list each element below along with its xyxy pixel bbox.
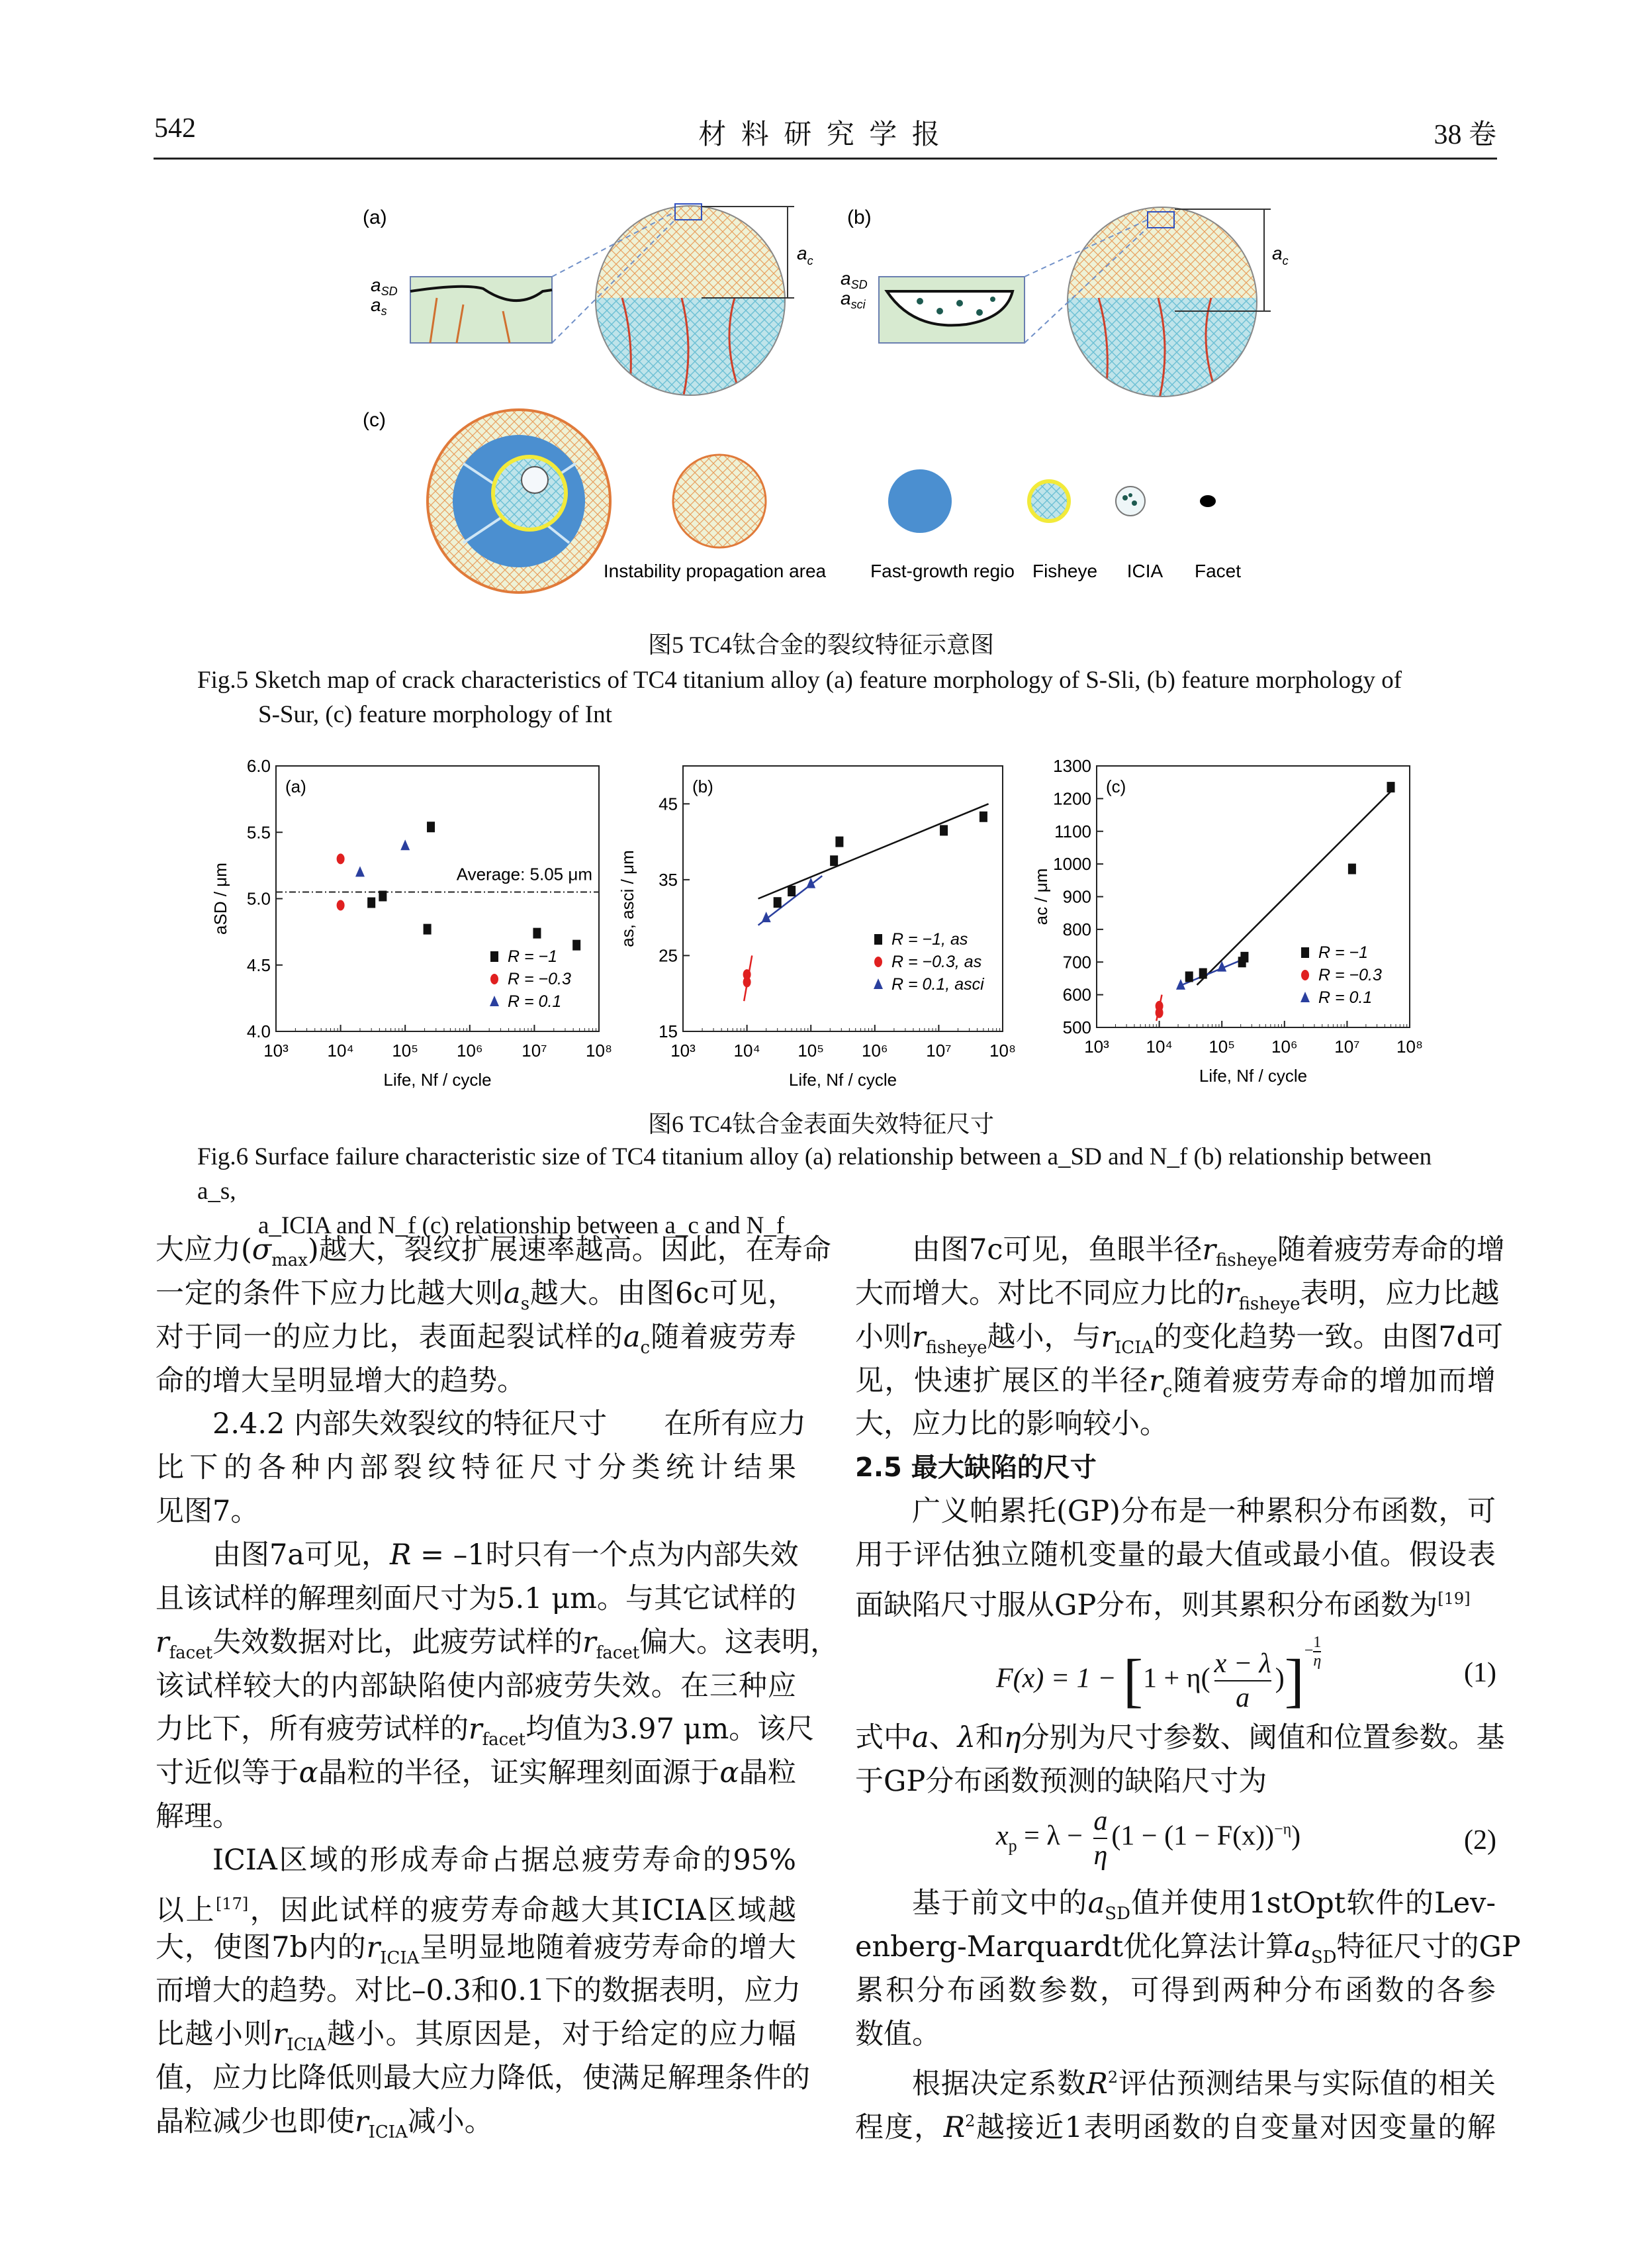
y-tick-label: 35 [659, 869, 678, 890]
text-run: 见，快速扩展区的半径 [855, 1364, 1150, 1397]
text-run: 且该试样的解理刻面尺寸为5.1 μm。与其它试样的 [156, 1582, 796, 1615]
text-run: 越小，与 [987, 1320, 1101, 1354]
panel-label-c: (c) [363, 409, 386, 431]
y-tick-label: 1200 [1053, 788, 1091, 809]
text-run: 比下的各种内部裂纹特征尺寸分类统计结果 [156, 1451, 796, 1485]
legend-marker [490, 951, 498, 962]
y-tick-label: 500 [1062, 1017, 1091, 1037]
text-run: 由图7c可见，鱼眼半径 [912, 1233, 1203, 1266]
legend-marker [1301, 947, 1309, 958]
legend-label: R = −1 [508, 947, 558, 966]
plot-frame [276, 766, 599, 1031]
text-run: 越小。其原因是，对于给定的应力幅 [326, 2018, 797, 2052]
data-point [367, 898, 375, 908]
math-variable: α [298, 1756, 318, 1790]
data-point [572, 940, 580, 951]
text-run: 解理。 [156, 1800, 241, 1834]
text-run: 越接近1表明函数的自变量对因变量的解 [975, 2111, 1496, 2145]
math-variable: $\sigma_{max}$ [251, 1233, 308, 1270]
math-variable: $a_{SD}$ [1294, 1930, 1337, 1967]
text-run: 随着疲劳寿命的增 [1277, 1233, 1505, 1266]
text-run: = –1时只有一个点为内部失效 [411, 1538, 799, 1572]
panel-label-b: (b) [847, 207, 872, 228]
text-line [156, 1533, 799, 1577]
text-run: 值并使用1stOpt软件的Lev- [1130, 1887, 1496, 1920]
y-tick-label: 5.5 [246, 822, 271, 843]
data-point [1185, 971, 1193, 982]
fig5-caption-en-line1: Fig.5 Sketch map of crack characteristics of TC4 titanium alloy (a) feature morphology of S-Sli, (b) feature morphology of [197, 667, 1402, 694]
label-asd-a: $a_{SD}$ [371, 275, 398, 298]
text-run: 越大。由图6c可见， [529, 1276, 796, 1310]
math-variable: $r_{ICIA}$ [366, 1930, 420, 1968]
page-number: 542 [154, 113, 196, 144]
text-run: 用于评估独立随机变量的最大值或最小值。假设表 [855, 1538, 1496, 1572]
text-line [855, 2099, 1496, 2143]
y-axis-label: aSD / μm [210, 863, 230, 935]
text-run: 表明，应力比越 [1300, 1276, 1500, 1310]
legend-label: R = 0.1, asci [891, 975, 984, 994]
math-variable: a [912, 1721, 929, 1754]
text-line [855, 1315, 1504, 1359]
fig5-caption-cn: 图5 TC4钛合金的裂纹特征示意图 [647, 632, 994, 658]
x-axis-label: Life, Nf / cycle [788, 1070, 897, 1090]
text-run: 呈明显地随着疲劳寿命的增大 [419, 1930, 797, 1964]
text-run: 大应力( [156, 1233, 252, 1266]
legend-label: R = −0.3 [508, 970, 571, 988]
legend-icia: ICIA [1126, 561, 1163, 581]
text-run: 一定的条件下应力比越大则 [156, 1276, 504, 1310]
text-run: 特征尺寸的GP [1336, 1930, 1521, 1963]
data-point [337, 900, 345, 911]
y-tick-label: 45 [659, 794, 678, 814]
fig6-caption-cn: 图6 TC4钛合金表面失效特征尺寸 [647, 1111, 994, 1137]
volume-label: 38 卷 [1434, 120, 1496, 150]
label-as-a: $a_s$ [371, 295, 387, 318]
text-line [156, 1315, 796, 1359]
superscript: 2 [1107, 2068, 1118, 2087]
y-tick-label: 5.0 [246, 888, 271, 909]
y-tick-label: 800 [1062, 919, 1091, 939]
data-point [835, 837, 843, 847]
legend-label: R = 0.1 [508, 992, 562, 1011]
legend-marker [874, 957, 882, 967]
text-run: ，因此试样的疲劳寿命越大其ICIA区域越 [248, 1893, 796, 1927]
y-tick-label: 1000 [1053, 854, 1091, 874]
text-line [156, 1926, 796, 1969]
text-line [855, 1402, 1496, 1446]
text-line [156, 1402, 807, 1446]
text-run: 晶粒的半径，证实解理刻面源于 [318, 1756, 720, 1790]
text-run: )越大，裂纹扩展速率越高。因此，在寿命 [307, 1233, 831, 1266]
math-variable: $a_s$ [504, 1276, 530, 1314]
x-tick-label: 10⁷ [926, 1041, 952, 1061]
text-run: 基于前文中的 [912, 1887, 1088, 1920]
text-run: 晶粒 [739, 1756, 797, 1790]
label-asci-b: $a_{sci}$ [841, 288, 866, 311]
legend-label: R = −0.3 [1318, 966, 1382, 984]
x-tick-label: 10⁷ [522, 1041, 547, 1061]
data-point [533, 928, 541, 939]
math-variable: R [390, 1538, 412, 1572]
x-tick-label: 10⁶ [1271, 1037, 1298, 1057]
text-line [855, 1272, 1500, 1315]
math-variable: R [1086, 2067, 1108, 2101]
x-tick-label: 10⁴ [733, 1041, 760, 1061]
legend-label: R = −1, as [891, 930, 968, 949]
x-tick-label: 10⁸ [586, 1041, 612, 1061]
text-line [855, 1969, 1496, 2012]
data-point [788, 886, 796, 896]
chart-panel-c [1031, 756, 1423, 1086]
math-variable: $r_c$ [1149, 1364, 1173, 1401]
math-variable: $a_c$ [623, 1320, 651, 1358]
equation-2-number: (2) [1464, 1825, 1496, 1856]
text-line [156, 1969, 801, 2012]
legend-label: R = −1 [1318, 943, 1369, 962]
x-tick-label: 10³ [670, 1041, 696, 1061]
text-run: 累积分布函数参数，可得到两种分布函数的各参 [855, 1973, 1496, 2007]
text-line [156, 2100, 796, 2144]
text-run: 而增大的趋势。对比–0.3和0.1下的数据表明，应力 [156, 1974, 801, 2008]
text-run: 大，应力比的影响较小。 [855, 1407, 1168, 1441]
text-run: 数值。 [855, 2017, 940, 2051]
x-tick-label: 10⁴ [327, 1041, 354, 1061]
x-tick-label: 10⁶ [861, 1041, 888, 1061]
text-line [855, 1881, 1496, 1925]
text-run: 随着疲劳寿命的增加而增 [1172, 1364, 1496, 1397]
data-point [337, 853, 345, 864]
y-tick-label: 15 [659, 1021, 678, 1041]
x-tick-label: 10⁵ [1209, 1037, 1236, 1057]
text-line [156, 1707, 815, 1751]
equation-1: F(x) = 1 − [1 + η( $\frac{x - \lambda}{a}$ )]− $\frac{1}{\eta}$ [996, 1634, 1322, 1714]
data-point [1348, 864, 1356, 874]
legend-marker [490, 996, 499, 1006]
text-run: 随着疲劳寿 [650, 1320, 797, 1354]
text-line [156, 1664, 796, 1708]
superscript: 2 [965, 2112, 976, 2131]
text-line [156, 1446, 796, 1489]
legend-fast-growth: Fast-growth regio [870, 561, 1015, 581]
math-variable: $r_{fisheye}$ [1202, 1233, 1277, 1270]
math-variable: $r_{fisheye}$ [1225, 1276, 1300, 1314]
math-variable: $r_{ICIA}$ [1101, 1320, 1154, 1358]
x-tick-label: 10⁶ [456, 1041, 483, 1061]
text-line [156, 1838, 796, 1882]
fig6-caption-en-line2: a_ICIA and N_f (c) relationship between a_c and N_f [258, 1212, 785, 1239]
text-run: 命的增大呈明显增大的趋势。 [156, 1364, 525, 1397]
text-line [156, 2012, 796, 2056]
data-point [424, 924, 432, 935]
fit-line [758, 804, 989, 898]
legend-marker [874, 934, 882, 945]
text-line [156, 1882, 796, 1926]
chart-panel-b [617, 766, 1016, 1090]
label-ac-a: $a_c$ [797, 243, 813, 267]
text-run: 2.4.2 内部失效裂纹的特征尺寸 在所有应力 [212, 1407, 807, 1441]
y-tick-label: 1300 [1053, 756, 1091, 776]
data-point [427, 822, 435, 832]
legend-marker [1300, 992, 1310, 1002]
text-run: 晶粒减少也即使 [156, 2105, 355, 2138]
data-point [1156, 1001, 1163, 1012]
data-point [830, 855, 838, 866]
text-line [156, 1751, 796, 1795]
superscript: [19] [1437, 1589, 1471, 1608]
x-tick-label: 10³ [1084, 1037, 1109, 1057]
y-tick-label: 900 [1062, 886, 1091, 907]
text-line [156, 1228, 831, 1272]
data-point [980, 812, 987, 822]
text-run: 分别为尺寸参数、阈值和位置参数。基 [1021, 1721, 1505, 1754]
x-axis-label: Life, Nf / cycle [1199, 1066, 1308, 1086]
text-line [855, 1533, 1496, 1577]
text-run: 、 [929, 1721, 958, 1754]
text-run: 寸近似等于 [156, 1756, 299, 1790]
math-variable: $r_{facet}$ [582, 1625, 640, 1663]
text-line [855, 2012, 1496, 2056]
text-run: 比越小则 [156, 2018, 273, 2052]
text-run: 程度， [855, 2111, 944, 2145]
x-tick-label: 10³ [263, 1041, 289, 1061]
math-variable: $r_{ICIA}$ [355, 2105, 408, 2142]
panel-label: (c) [1106, 777, 1126, 796]
text-line [156, 1272, 796, 1315]
text-line [156, 1359, 796, 1403]
data-point [1387, 782, 1395, 792]
legend-label: R = −0.3, as [891, 953, 982, 971]
figure-6-charts [0, 0, 1642, 1112]
text-run: 见图7。 [156, 1495, 259, 1529]
text-line [156, 1577, 796, 1621]
y-axis-label: as, asci / μm [617, 850, 637, 947]
data-point [940, 825, 948, 835]
y-tick-label: 6.0 [246, 756, 271, 776]
panel-label-a: (a) [363, 207, 387, 228]
data-point [1199, 969, 1207, 979]
text-line [855, 1489, 1496, 1533]
section-heading [855, 1446, 1496, 1489]
text-line [855, 1228, 1505, 1272]
y-tick-label: 25 [659, 945, 678, 966]
y-tick-label: 600 [1062, 984, 1091, 1005]
y-tick-label: 4.0 [246, 1021, 271, 1041]
data-point [355, 866, 365, 876]
text-run: 和 [975, 1721, 1004, 1754]
x-tick-label: 10⁸ [1396, 1037, 1423, 1057]
average-annotation: Average: 5.05 μm [456, 864, 592, 884]
text-run: 于GP分布函数预测的缺陷尺寸为 [855, 1764, 1267, 1798]
data-point [743, 969, 751, 980]
text-run: 小则 [855, 1320, 912, 1354]
text-line [855, 1760, 1496, 1803]
x-tick-label: 10⁵ [392, 1041, 419, 1061]
text-run: 该试样较大的内部缺陷使内部疲劳失效。在三种应 [156, 1669, 796, 1703]
data-point [379, 890, 387, 901]
math-variable: $r_{facet}$ [469, 1713, 526, 1750]
text-run: 大而增大。对比不同应力比的 [855, 1276, 1225, 1310]
fig6-caption-en-line1: Fig.6 Surface failure characteristic size of TC4 titanium alloy (a) relationship between a_SD and N_f (b) relationship between a_s, [197, 1143, 1432, 1205]
math-variable: $r_{facet}$ [156, 1625, 213, 1663]
text-run: 力比下，所有疲劳试样的 [156, 1713, 469, 1746]
text-line [156, 2056, 810, 2100]
math-variable: η [1003, 1721, 1021, 1754]
math-variable: $a_{SD}$ [1087, 1887, 1130, 1924]
y-tick-label: 700 [1062, 952, 1091, 972]
legend-fisheye: Fisheye [1032, 561, 1098, 581]
text-run: 2.5 最大缺陷的尺寸 [855, 1452, 1097, 1484]
text-line [855, 1925, 1521, 1969]
math-variable: $r_{fisheye}$ [912, 1320, 987, 1358]
text-line [156, 1621, 839, 1664]
legend-instability: Instability propagation area [603, 561, 827, 581]
label-asd-b: $a_{SD}$ [841, 268, 868, 291]
text-run: 以上 [156, 1893, 216, 1927]
legend-marker [874, 978, 883, 989]
equation-1-number: (1) [1464, 1658, 1496, 1688]
y-tick-label: 1100 [1054, 821, 1091, 841]
text-run: 减小。 [407, 2105, 493, 2138]
text-run: 广义帕累托(GP)分布是一种累积分布函数，可 [912, 1495, 1496, 1529]
math-variable: R [943, 2111, 966, 2145]
text-line [156, 1489, 796, 1533]
text-line [156, 1795, 796, 1838]
text-line [855, 1359, 1496, 1403]
text-line [855, 1577, 1496, 1621]
text-run: 失效数据对比，此疲劳试样的 [212, 1625, 583, 1659]
journal-title: 材 料 研 究 学 报 [698, 120, 944, 150]
data-point [400, 839, 410, 850]
math-variable: α [719, 1756, 739, 1790]
y-axis-label: ac / μm [1031, 868, 1051, 925]
text-run: 大，使图7b内的 [156, 1930, 367, 1964]
legend-marker [490, 974, 498, 984]
text-run: ICIA区域的形成寿命占据总疲劳寿命的95% [212, 1843, 796, 1877]
text-line [855, 2055, 1496, 2099]
y-tick-label: 4.5 [246, 955, 271, 975]
superscript: [17] [215, 1894, 249, 1913]
text-run: 面缺陷尺寸服从GP分布，则其累积分布函数为 [855, 1588, 1438, 1622]
legend-facet: Facet [1194, 561, 1242, 581]
text-run: 根据决定系数 [912, 2067, 1087, 2101]
label-ac-b: $a_c$ [1272, 243, 1289, 267]
text-run: 式中 [855, 1721, 912, 1754]
x-tick-label: 10⁵ [798, 1041, 825, 1061]
text-run: 均值为3.97 μm。该尺 [525, 1713, 815, 1746]
x-axis-label: Life, Nf / cycle [383, 1070, 492, 1090]
text-run: 的变化趋势一致。由图7d可 [1154, 1320, 1504, 1354]
text-line [855, 1716, 1505, 1760]
equation-2: $x_p = \lambda$ − $\frac{a}{\eta}$ $(1 - (1 - F(x))^{-\eta})$ [996, 1806, 1301, 1871]
legend-label: R = 0.1 [1318, 988, 1373, 1007]
legend-marker [1301, 970, 1309, 980]
data-point [774, 897, 782, 908]
fig5-caption-en-line2: S-Sur, (c) feature morphology of Int [258, 701, 612, 728]
text-run: 值，应力比降低则最大应力降低，使满足解理条件的 [156, 2061, 810, 2095]
x-tick-label: 10⁸ [989, 1041, 1016, 1061]
data-point [1240, 952, 1248, 963]
text-run: 评估预测结果与实际值的相关 [1118, 2067, 1496, 2101]
text-run: 对于同一的应力比，表面起裂试样的 [156, 1320, 623, 1354]
text-run: enberg-Marquardt优化算法计算 [855, 1930, 1295, 1963]
text-run: 由图7a可见， [212, 1538, 390, 1572]
x-tick-label: 10⁴ [1146, 1037, 1173, 1057]
chart-panel-a [210, 756, 612, 1090]
math-variable: λ [957, 1721, 976, 1754]
text-run: 偏大。这表明， [639, 1625, 839, 1659]
math-variable: $r_{ICIA}$ [273, 2018, 326, 2055]
panel-label: (b) [692, 777, 713, 796]
panel-label: (a) [285, 777, 306, 796]
x-tick-label: 10⁷ [1334, 1037, 1360, 1057]
